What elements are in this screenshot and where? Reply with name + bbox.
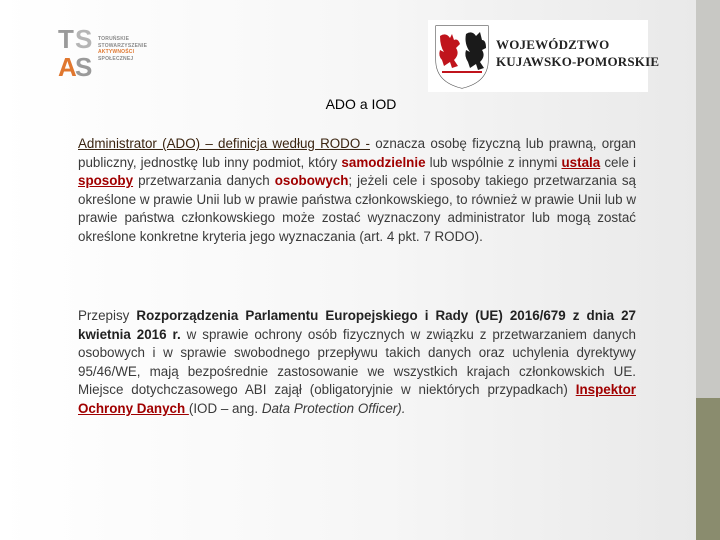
- regulation-name: Rozporządzenia Parlamentu Europejskiego i Rady (UE) 2016/679 z dnia 27 kwietnia 2016 r.: [78, 308, 636, 342]
- tsas-logo-mark: [56, 24, 100, 80]
- definition-heading: Administrator (ADO) – definicja według RODO -: [78, 136, 370, 151]
- emblem-title: [496, 36, 660, 70]
- regulation-text-1: Przepisy: [78, 308, 137, 323]
- regulation-paragraph: [78, 307, 636, 419]
- emblem-title-line-1: WOJEWÓDZTWO: [496, 37, 610, 52]
- voivodeship-emblem: [428, 20, 660, 92]
- regulation-text-2: w sprawie ochrony osób fizycznych w związku z przetwarzaniem danych osobowych i w sprawie swobodnego przepływu takich danych oraz uchylenia dyrektywy 95/46/WE, mają bezpośrednie zastosowanie we wszystkich krajach członkowskich UE. Miejsce dotychczasowego ABI zajął (obligatoryjnie w niektórych przypadkach): [78, 326, 637, 398]
- tsas-logo-text: [98, 36, 162, 62]
- term-ustala: ustala: [561, 154, 601, 170]
- regulation-text-3: (IOD – ang.: [188, 400, 262, 416]
- coat-of-arms-icon: [432, 22, 492, 90]
- emblem-title-line-2: KUJAWSKO-POMORSKIE: [496, 54, 660, 69]
- svg-text:T: T: [58, 24, 74, 54]
- definition-text-1: oznacza osobę fizyczną lub prawną, organ publiczny, jednostkę lub inny podmiot, który: [78, 136, 636, 170]
- term-osobowych: osobowych: [274, 173, 349, 189]
- logo-line-4: SPOŁECZNEJ: [98, 55, 134, 62]
- side-band-bottom: [696, 398, 720, 540]
- svg-text:S: S: [75, 24, 93, 54]
- term-sposoby: sposoby: [78, 173, 134, 189]
- slide-title-text: ADO a IOD: [325, 96, 397, 112]
- term-iod: Inspektor Ochrony Danych: [78, 382, 636, 416]
- term-samodzielnie: samodzielnie: [341, 154, 426, 170]
- side-band-top: [696, 0, 720, 398]
- definition-text-5: ; jeżeli cele i sposoby takiego przetwarzania są określone w prawie Unii lub w prawie państwa członkowskiego, to również w prawie Unii lub w prawie państwa członkowskiego może zostać wyznaczony administrator lub mogą zostać określone konkretne kryteria jego wyznaczania (art. 4 pkt. 7 RODO).: [78, 173, 637, 244]
- logo-line-1: TORUŃSKIE: [98, 36, 130, 42]
- slide-title: [0, 96, 720, 112]
- logo-line-3: AKTYWNOŚCI: [98, 49, 135, 55]
- definition-text-3: cele i: [600, 154, 636, 170]
- svg-text:S: S: [75, 52, 93, 80]
- tsas-logo: [56, 24, 166, 80]
- definition-text-2: lub wspólnie z innymi: [425, 154, 562, 170]
- svg-text:A: A: [58, 52, 77, 80]
- logo-line-2: STOWARZYSZENIE: [98, 42, 148, 49]
- term-dpo: Data Protection Officer).: [261, 400, 406, 416]
- definition-text-4: przetwarzania danych: [133, 173, 275, 189]
- definition-paragraph: [78, 135, 636, 247]
